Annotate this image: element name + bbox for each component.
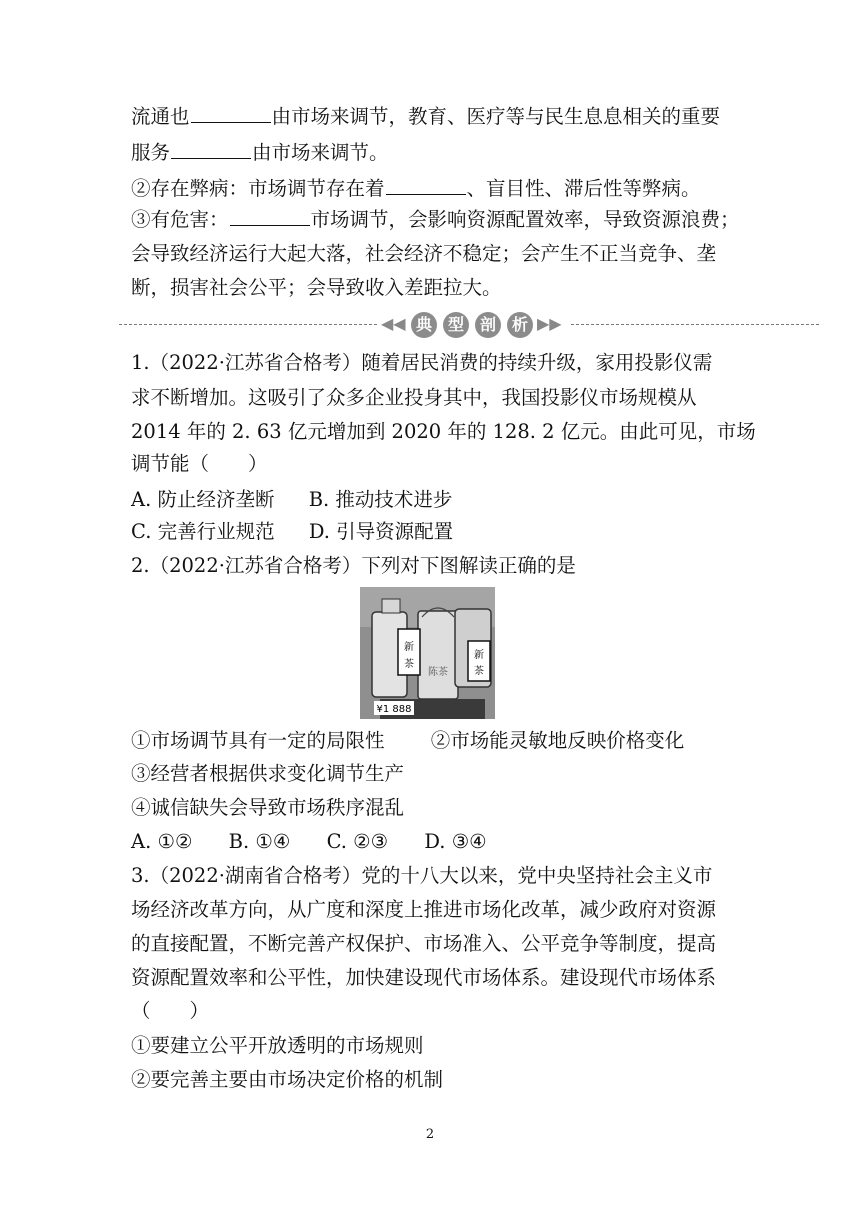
divider-line-right (571, 324, 819, 325)
option-a: A. ①② (131, 830, 193, 853)
text-fragment: 流通也 (131, 105, 190, 128)
question-2-item-3: ③经营者根据供求变化调节生产 (131, 762, 405, 785)
question-2-options-row (131, 830, 741, 854)
divider-line-left (119, 324, 377, 325)
section-divider (119, 310, 819, 340)
question-1-line: 2014 年的 2. 63 亿元增加到 2020 年的 128. 2 亿元。由此可见，市场 (131, 420, 756, 443)
badge-char: 型 (443, 312, 469, 338)
fill-blank (230, 207, 310, 226)
option-a: A. 防止经济垄断 (131, 488, 275, 511)
text-fragment: 、盲目性、滞后性等弊病。 (466, 177, 701, 200)
text-fragment: 由市场来调节，教育、医疗等与民生息息相关的重要 (271, 105, 721, 128)
question-2-item-4: ④诚信缺失会导致市场秩序混乱 (131, 796, 405, 819)
question-3-line: 资源配置效率和公平性，加快建设现代市场体系。建设现代市场体系 (131, 966, 717, 989)
text-line: 断，损害社会公平；会导致收入差距拉大。 (131, 276, 502, 299)
option-d: D. ③④ (424, 830, 487, 853)
tea-cartoon-figure (360, 587, 495, 719)
left-arrow-icon: ◀◀ (381, 314, 406, 333)
price-tag: ¥1 888 (376, 704, 412, 715)
text-line (131, 140, 741, 165)
text-fragment: ③有危害： (131, 208, 229, 231)
page-number: 2 (425, 1127, 435, 1142)
section-badge (381, 310, 567, 340)
text-fragment: 市场调节，会影响资源配置效率，导致资源浪费； (310, 208, 740, 231)
option-b: B. 推动技术进步 (308, 488, 453, 511)
badge-char: 典 (411, 312, 437, 338)
question-3-line: （ ） (131, 999, 210, 1022)
label-new-tea-2: 新 (474, 650, 484, 661)
item-1: ①市场调节具有一定的局限性 (131, 729, 385, 752)
option-c: C. 完善行业规范 (131, 520, 275, 543)
question-3-line: 的直接配置，不断完善产权保护、市场准入、公平竞争等制度，提高 (131, 932, 717, 955)
question-3-item-2: ②要完善主要由市场决定价格的机制 (131, 1068, 444, 1091)
text-line (131, 104, 741, 129)
item-2: ②市场能灵敏地反映价格变化 (430, 729, 685, 752)
text-fragment: ②存在弊病：市场调节存在着 (131, 177, 385, 200)
badge-char: 析 (507, 312, 533, 338)
badge-char: 剖 (475, 312, 501, 338)
text-line (131, 207, 741, 232)
question-3-line: 场经济改革方向，从广度和深度上推进市场化改革，减少政府对资源 (131, 898, 717, 921)
tea-cartoon-illustration (360, 587, 495, 719)
label-old-tea: 陈茶 (428, 667, 448, 678)
question-1-line: 调节能（ ） (131, 452, 268, 475)
text-line: 会导致经济运行大起大落，社会经济不稳定；会产生不正当竞争、垄 (131, 242, 717, 265)
text-fragment: 由市场来调节。 (252, 141, 389, 164)
label-new-tea-2b: 茶 (474, 666, 484, 677)
text-line (131, 176, 741, 201)
option-b: B. ①④ (228, 830, 291, 853)
label-new-tea-1b: 茶 (404, 659, 414, 670)
label-new-tea-1: 新 (404, 642, 414, 653)
text-fragment: 服务 (131, 141, 171, 164)
question-2-stem: 2.（2022·江苏省合格考）下列对下图解读正确的是 (131, 554, 576, 577)
right-arrow-icon: ▶▶ (537, 314, 562, 333)
question-2-items-row (131, 729, 741, 753)
question-1-line: 1.（2022·江苏省合格考）随着居民消费的持续升级，家用投影仪需 (131, 351, 713, 374)
fill-blank (386, 176, 466, 195)
question-1-options-row (131, 488, 741, 512)
question-1-line: 求不断增加。这吸引了众多企业投身其中，我国投影仪市场规模从 (131, 386, 697, 409)
option-d: D. 引导资源配置 (308, 520, 454, 543)
question-1-options-row (131, 520, 741, 544)
question-3-item-1: ①要建立公平开放透明的市场规则 (131, 1034, 424, 1057)
fill-blank (171, 140, 251, 159)
option-c: C. ②③ (326, 830, 389, 853)
question-3-line: 3.（2022·湖南省合格考）党的十八大以来，党中央坚持社会主义市 (131, 864, 713, 887)
fill-blank (191, 104, 271, 123)
